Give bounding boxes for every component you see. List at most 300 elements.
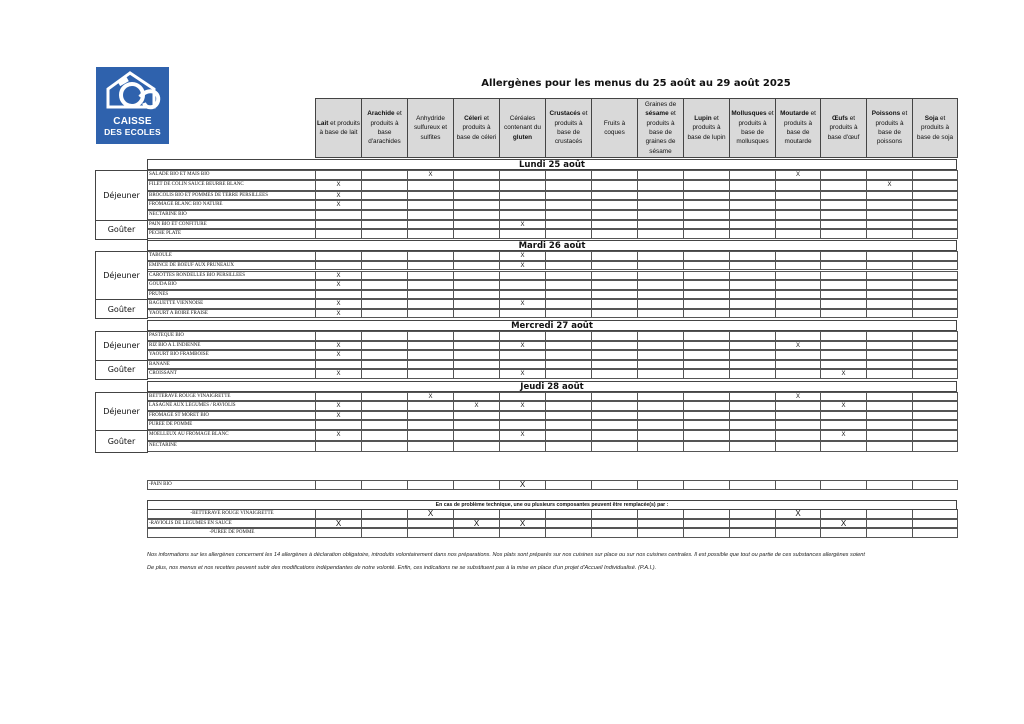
column-header-text	[547, 109, 590, 146]
column-header-bold: Poissons	[871, 110, 901, 118]
allergen-cell	[637, 420, 684, 430]
column-header	[407, 98, 454, 158]
allergen-cell	[591, 261, 638, 271]
allergen-cell	[912, 369, 958, 379]
column-header-text	[685, 114, 728, 142]
column-header-text	[409, 114, 452, 142]
allergen-cell	[545, 180, 592, 191]
allergen-cell	[683, 420, 730, 430]
allergen-cell	[775, 280, 821, 290]
allergen-cell	[866, 392, 913, 402]
allergen-cell	[545, 271, 592, 281]
allergen-mark: X	[775, 341, 821, 351]
column-header-rest: et produits à base de lupin	[687, 115, 726, 141]
allergen-cell	[912, 528, 958, 538]
allergen-cell	[637, 299, 684, 309]
allergen-cell	[866, 519, 913, 529]
allergen-cell	[820, 210, 867, 220]
allergen-cell	[407, 299, 454, 309]
allergen-cell	[912, 210, 958, 220]
allergen-cell	[407, 200, 454, 210]
allergen-cell	[683, 180, 730, 191]
allergen-cell	[361, 441, 408, 452]
allergen-cell	[545, 420, 592, 430]
allergen-cell	[912, 392, 958, 402]
food-name: -BETTERAVE ROUGE VINAIGRETTE	[147, 509, 316, 519]
allergen-cell	[545, 360, 592, 370]
allergen-cell	[591, 299, 638, 309]
allergen-cell	[453, 299, 500, 309]
allergen-cell	[729, 200, 776, 210]
meal-label: Déjeuner	[95, 331, 148, 361]
allergen-mark: X	[820, 519, 867, 529]
allergen-cell	[407, 220, 454, 230]
allergen-cell	[637, 341, 684, 351]
allergen-cell	[637, 210, 684, 220]
meal-label: Déjeuner	[95, 392, 148, 431]
allergen-cell	[591, 401, 638, 411]
allergen-cell	[912, 271, 958, 281]
allergen-cell	[453, 170, 500, 180]
allergen-cell	[591, 441, 638, 452]
allergen-cell	[591, 360, 638, 370]
allergen-cell	[407, 290, 454, 300]
food-name: TABOULE	[147, 251, 316, 261]
allergen-cell	[453, 271, 500, 281]
meal-label: Goûter	[95, 220, 148, 240]
allergen-cell	[729, 251, 776, 261]
allergen-cell	[683, 251, 730, 261]
allergen-cell	[866, 350, 913, 360]
column-header-bold: sésame	[645, 110, 669, 118]
allergen-cell	[775, 299, 821, 309]
allergen-cell	[683, 341, 730, 351]
allergen-mark: X	[820, 369, 867, 379]
allergen-cell	[361, 401, 408, 411]
allergen-cell	[591, 420, 638, 430]
allergen-cell	[637, 280, 684, 290]
allergen-cell	[499, 441, 546, 452]
allergen-cell	[729, 170, 776, 180]
column-header	[912, 98, 958, 158]
allergen-cell	[499, 392, 546, 402]
column-header-bold: Œufs	[831, 115, 848, 123]
allergen-cell	[545, 392, 592, 402]
allergen-cell	[545, 299, 592, 309]
allergen-cell	[453, 420, 500, 430]
allergen-cell	[866, 200, 913, 210]
allergen-cell	[683, 220, 730, 230]
allergen-cell	[637, 392, 684, 402]
allergen-cell	[729, 210, 776, 220]
allergen-cell	[499, 309, 546, 319]
column-header	[866, 98, 913, 158]
food-name: YAOURT BIO FRAMBOISE	[147, 350, 316, 360]
allergen-cell	[866, 261, 913, 271]
column-header-bold: Mollusques	[731, 110, 767, 118]
table-row	[147, 299, 957, 309]
allergen-cell	[729, 350, 776, 360]
table-row	[147, 401, 957, 411]
allergen-cell	[591, 251, 638, 261]
allergen-cell	[361, 191, 408, 201]
allergen-cell	[683, 261, 730, 271]
allergen-cell	[315, 251, 362, 261]
table-row	[147, 519, 957, 529]
food-name: LASAGNE AUX LEGUMES / RAVIOLIS	[147, 401, 316, 411]
allergen-cell	[407, 341, 454, 351]
allergen-cell	[866, 280, 913, 290]
allergen-cell	[545, 229, 592, 239]
allergen-cell	[453, 480, 500, 490]
table-row	[147, 528, 957, 538]
column-header	[820, 98, 867, 158]
allergen-cell	[545, 220, 592, 230]
allergen-mark: X	[866, 180, 913, 191]
allergen-cell	[591, 331, 638, 341]
allergen-cell	[683, 271, 730, 281]
allergen-cell	[591, 480, 638, 490]
allergen-cell	[453, 369, 500, 379]
allergen-cell	[545, 430, 592, 441]
column-header-text	[639, 100, 682, 156]
allergen-cell	[729, 309, 776, 319]
allergen-mark: X	[499, 430, 546, 441]
footnote-line-1: Nos informations sur les allergènes concernent les 14 allergènes à déclaration obligatoire, introduits volontairement dans nos préparations. Nos plats sont préparés sur nos cuisines sur place ou sur nos cuisines centrales. Il est possible que tout ou partie de ces substances allergènes soient	[147, 552, 865, 558]
allergen-cell	[637, 411, 684, 421]
allergen-cell	[729, 271, 776, 281]
allergen-cell	[912, 290, 958, 300]
allergen-cell	[545, 509, 592, 519]
allergen-cell	[775, 441, 821, 452]
allergen-mark: X	[407, 170, 454, 180]
allergen-cell	[912, 220, 958, 230]
allergen-cell	[866, 299, 913, 309]
allergen-cell	[820, 392, 867, 402]
allergen-cell	[361, 180, 408, 191]
table-row	[147, 360, 957, 370]
column-header-text	[501, 114, 544, 142]
allergen-cell	[361, 299, 408, 309]
table-row	[147, 331, 957, 341]
allergen-cell	[683, 280, 730, 290]
allergen-cell	[361, 341, 408, 351]
allergen-cell	[820, 360, 867, 370]
food-name: BANANE	[147, 360, 316, 370]
allergen-mark: X	[315, 200, 362, 210]
table-row	[147, 191, 957, 201]
food-name: NECTARINE BIO	[147, 210, 316, 220]
allergen-cell	[499, 331, 546, 341]
allergen-cell	[637, 220, 684, 230]
allergen-cell	[729, 480, 776, 490]
allergen-cell	[453, 280, 500, 290]
allergen-cell	[912, 191, 958, 201]
allergen-cell	[407, 528, 454, 538]
allergen-cell	[912, 341, 958, 351]
allergen-cell	[820, 441, 867, 452]
allergen-cell	[315, 528, 362, 538]
allergen-cell	[729, 392, 776, 402]
allergen-cell	[637, 191, 684, 201]
allergen-cell	[361, 411, 408, 421]
allergen-cell	[912, 170, 958, 180]
table-row	[147, 441, 957, 452]
allergen-mark: X	[315, 191, 362, 201]
allergen-cell	[361, 420, 408, 430]
column-header-bold: Crustacés	[549, 110, 581, 118]
allergen-cell	[545, 350, 592, 360]
allergen-cell	[499, 350, 546, 360]
food-name: -RAVIOLIS DE LEGUMES EN SAUCE	[147, 519, 316, 529]
table-row	[147, 411, 957, 421]
allergen-cell	[315, 210, 362, 220]
allergen-cell	[912, 430, 958, 441]
column-header-text	[731, 109, 774, 146]
allergen-cell	[729, 341, 776, 351]
allergen-cell	[453, 441, 500, 452]
allergen-mark: X	[407, 392, 454, 402]
allergen-cell	[775, 200, 821, 210]
table-row	[147, 480, 957, 490]
allergen-cell	[683, 528, 730, 538]
allergen-cell	[729, 528, 776, 538]
caisse-des-ecoles-logo	[96, 67, 169, 144]
allergen-cell	[637, 229, 684, 239]
food-name: PAIN BIO ET CONFITURE	[147, 220, 316, 230]
food-name: PUREE DE POMME	[147, 420, 316, 430]
allergen-cell	[912, 331, 958, 341]
allergen-cell	[407, 350, 454, 360]
allergen-cell	[820, 309, 867, 319]
table-row	[147, 280, 957, 290]
allergen-cell	[591, 180, 638, 191]
allergen-cell	[315, 509, 362, 519]
food-name: PASTEQUE BIO	[147, 331, 316, 341]
allergen-cell	[407, 401, 454, 411]
allergen-cell	[637, 509, 684, 519]
allergen-cell	[591, 350, 638, 360]
allergen-cell	[683, 519, 730, 529]
column-header-rest: Fruits à coques	[603, 119, 626, 136]
food-name: FILET DE COLIN SAUCE BEURRE BLANC	[147, 180, 316, 191]
column-header-text	[317, 119, 360, 138]
allergen-mark: X	[407, 509, 454, 519]
allergen-cell	[499, 411, 546, 421]
allergen-cell	[866, 528, 913, 538]
allergen-cell	[361, 528, 408, 538]
allergen-cell	[407, 441, 454, 452]
allergen-cell	[545, 251, 592, 261]
allergen-cell	[591, 290, 638, 300]
food-name: -PAIN BIO	[147, 480, 316, 490]
allergen-mark: X	[499, 299, 546, 309]
allergen-cell	[820, 480, 867, 490]
allergen-cell	[775, 309, 821, 319]
allergen-cell	[683, 369, 730, 379]
column-header-bold: Lupin	[694, 115, 712, 123]
allergen-cell	[866, 191, 913, 201]
allergen-cell	[775, 271, 821, 281]
allergen-cell	[361, 290, 408, 300]
allergen-cell	[637, 441, 684, 452]
allergen-cell	[866, 210, 913, 220]
allergen-cell	[453, 430, 500, 441]
allergen-cell	[453, 350, 500, 360]
allergen-cell	[637, 271, 684, 281]
column-header-rest: Anhydride sulfureux et sulfites	[413, 115, 448, 141]
allergen-cell	[545, 369, 592, 379]
column-header-bold: Soja	[924, 115, 939, 123]
allergen-cell	[499, 210, 546, 220]
allergen-cell	[361, 509, 408, 519]
allergen-cell	[545, 200, 592, 210]
allergen-cell	[545, 191, 592, 201]
allergen-cell	[407, 360, 454, 370]
allergen-mark: X	[453, 519, 500, 529]
allergen-cell	[591, 191, 638, 201]
allergen-cell	[912, 411, 958, 421]
allergen-cell	[453, 180, 500, 191]
allergen-cell	[499, 360, 546, 370]
allergen-cell	[912, 350, 958, 360]
column-header-rest: et produits à base de lait	[319, 119, 360, 136]
allergen-cell	[820, 290, 867, 300]
column-header-rest: et produits à base de poissons	[875, 110, 908, 146]
allergen-cell	[361, 229, 408, 239]
table-row	[147, 170, 957, 180]
allergen-cell	[407, 519, 454, 529]
allergen-cell	[775, 290, 821, 300]
allergen-cell	[545, 528, 592, 538]
column-header	[729, 98, 776, 158]
allergen-cell	[591, 369, 638, 379]
table-row	[147, 220, 957, 230]
allergen-cell	[499, 509, 546, 519]
allergen-cell	[820, 350, 867, 360]
column-header	[499, 98, 546, 158]
allergen-cell	[407, 180, 454, 191]
allergen-mark: X	[315, 350, 362, 360]
allergen-cell	[729, 280, 776, 290]
allergen-cell	[361, 251, 408, 261]
allergen-cell	[637, 180, 684, 191]
allergen-cell	[775, 411, 821, 421]
allergen-cell	[591, 280, 638, 290]
allergen-cell	[453, 341, 500, 351]
table-row	[147, 251, 957, 261]
allergen-mark: X	[499, 220, 546, 230]
allergen-mark: X	[315, 430, 362, 441]
allergen-cell	[866, 430, 913, 441]
allergen-cell	[912, 180, 958, 191]
allergen-cell	[866, 271, 913, 281]
allergen-cell	[912, 360, 958, 370]
allergen-mark: X	[775, 509, 821, 519]
table-row	[147, 261, 957, 271]
allergen-cell	[912, 200, 958, 210]
page-title: Allergènes pour les menus du 25 août au 29 août 2025	[481, 78, 791, 89]
allergen-cell	[407, 369, 454, 379]
allergen-mark: X	[499, 401, 546, 411]
allergen-cell	[683, 299, 730, 309]
allergen-cell	[545, 480, 592, 490]
allergen-cell	[729, 299, 776, 309]
allergen-cell	[912, 519, 958, 529]
allergen-cell	[820, 200, 867, 210]
allergen-cell	[591, 341, 638, 351]
allergen-cell	[912, 420, 958, 430]
allergen-cell	[453, 200, 500, 210]
allergen-cell	[591, 411, 638, 421]
allergen-cell	[545, 210, 592, 220]
allergen-cell	[361, 360, 408, 370]
table-row	[147, 309, 957, 319]
allergen-cell	[775, 350, 821, 360]
allergen-cell	[729, 180, 776, 191]
allergen-mark: X	[499, 261, 546, 271]
allergen-cell	[315, 261, 362, 271]
allergen-cell	[820, 331, 867, 341]
food-name: -PUREE DE POMME	[147, 528, 316, 538]
allergen-cell	[683, 480, 730, 490]
allergen-cell	[407, 229, 454, 239]
column-header-text	[593, 119, 636, 138]
allergen-cell	[637, 360, 684, 370]
allergen-cell	[637, 261, 684, 271]
column-header-text	[868, 109, 911, 146]
meal-label: Déjeuner	[95, 170, 148, 221]
allergen-cell	[866, 369, 913, 379]
table-row	[147, 369, 957, 379]
allergen-cell	[315, 290, 362, 300]
meal-label: Goûter	[95, 430, 148, 453]
allergen-cell	[315, 220, 362, 230]
day-header: Jeudi 28 août	[147, 381, 957, 392]
allergen-cell	[775, 369, 821, 379]
allergen-cell	[407, 430, 454, 441]
column-header-text	[455, 114, 498, 142]
column-header-text	[777, 109, 819, 146]
column-header-bold: gluten	[512, 133, 533, 141]
allergen-cell	[775, 180, 821, 191]
table-row	[147, 210, 957, 220]
allergen-cell	[912, 441, 958, 452]
allergen-cell	[545, 411, 592, 421]
allergen-cell	[912, 480, 958, 490]
allergen-cell	[820, 411, 867, 421]
column-header	[591, 98, 638, 158]
meal-label: Goûter	[95, 360, 148, 380]
allergen-cell	[683, 441, 730, 452]
allergen-cell	[866, 360, 913, 370]
allergen-cell	[361, 280, 408, 290]
allergen-mark: X	[315, 411, 362, 421]
allergen-cell	[820, 528, 867, 538]
column-header-rest: et produits à base de moutarde	[783, 110, 816, 146]
allergen-cell	[591, 309, 638, 319]
food-name: FROMAGE ST MORET BIO	[147, 411, 316, 421]
allergen-cell	[912, 401, 958, 411]
allergen-cell	[729, 509, 776, 519]
column-header-text	[822, 114, 865, 142]
allergen-cell	[407, 420, 454, 430]
allergen-cell	[361, 200, 408, 210]
allergen-cell	[361, 331, 408, 341]
allergen-cell	[637, 290, 684, 300]
allergen-cell	[545, 280, 592, 290]
allergen-cell	[820, 229, 867, 239]
